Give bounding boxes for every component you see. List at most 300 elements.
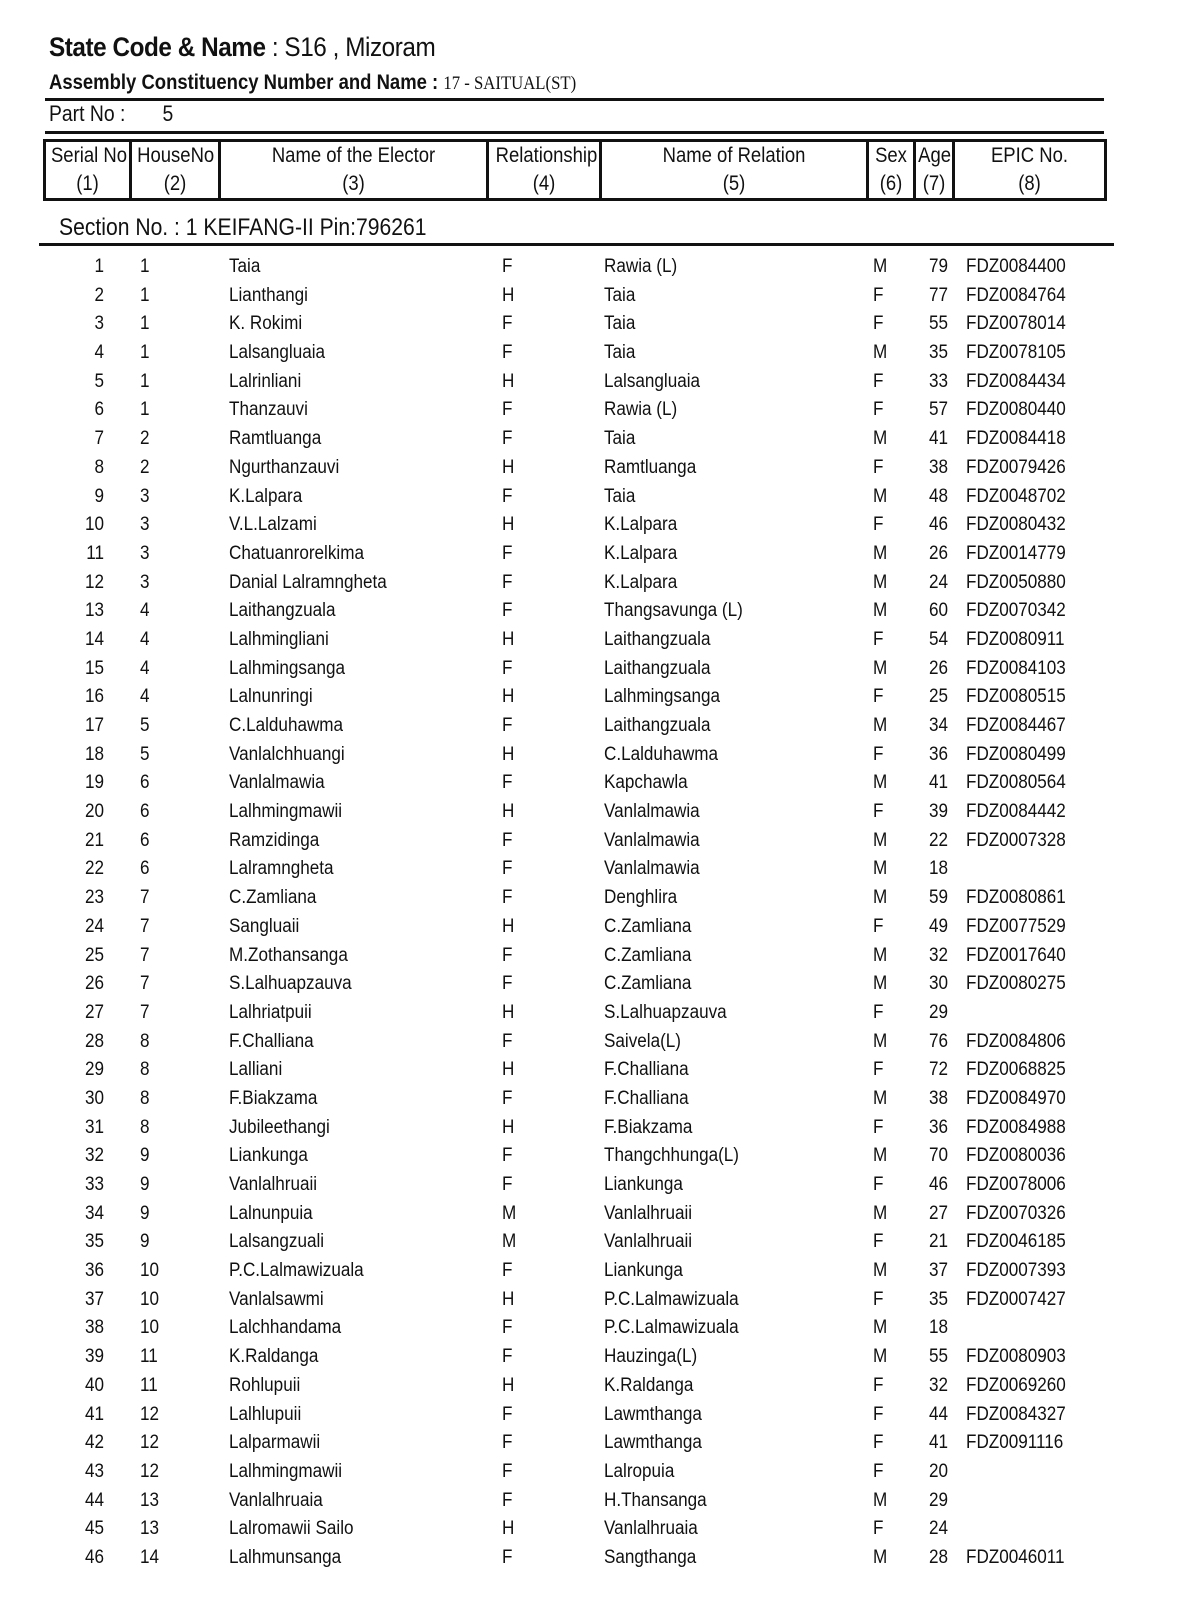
epic-number: FDZ0084764 — [966, 284, 1066, 306]
sex: M — [873, 1260, 888, 1282]
serial-number: 38 — [84, 1317, 104, 1339]
table-row — [0, 942, 1189, 971]
sex: F — [873, 313, 884, 335]
elector-name: S.Lalhuapzauva — [229, 973, 352, 995]
elector-name: Lalrinliani — [229, 370, 302, 392]
relationship-type: F — [502, 657, 513, 679]
table-row — [0, 1458, 1189, 1487]
table-row — [0, 1343, 1189, 1372]
age: 32 — [929, 1374, 949, 1396]
elector-name: Lalparmawii — [229, 1432, 321, 1454]
sex: M — [873, 571, 888, 593]
elector-name: Sangluaii — [229, 915, 300, 937]
sex: M — [873, 1145, 888, 1167]
age: 41 — [929, 428, 949, 450]
sex: F — [873, 1403, 884, 1425]
house-number: 6 — [140, 801, 150, 823]
relation-name: Liankunga — [604, 1260, 683, 1282]
epic-number: FDZ0079426 — [966, 456, 1066, 478]
table-row — [0, 396, 1189, 425]
age: 34 — [929, 715, 949, 736]
elector-name: Lalhmunsanga — [229, 1546, 342, 1568]
epic-number: FDZ0070326 — [966, 1202, 1066, 1224]
serial-number: 6 — [94, 399, 104, 421]
epic-number: FDZ0091116 — [966, 1432, 1064, 1454]
relation-name: K.Lalpara — [604, 571, 678, 593]
relationship-type: H — [502, 1518, 515, 1540]
age: 46 — [929, 1174, 949, 1195]
serial-number: 1 — [94, 256, 104, 277]
serial-number: 35 — [84, 1231, 104, 1253]
relation-name: Laithangzuala — [604, 715, 711, 736]
relationship-type: H — [502, 628, 515, 650]
elector-name: Rohlupuii — [229, 1374, 301, 1396]
age: 20 — [929, 1460, 949, 1482]
elector-name: Taia — [229, 256, 261, 277]
relation-name: Vanlalhruaia — [604, 1518, 698, 1540]
age: 49 — [929, 915, 949, 937]
epic-number: FDZ0080440 — [966, 399, 1066, 421]
age: 48 — [929, 485, 949, 507]
table-row — [0, 569, 1189, 598]
sex: M — [873, 657, 888, 679]
table-row — [0, 282, 1189, 311]
relationship-type: F — [502, 399, 513, 421]
relation-name: Vanlalmawia — [604, 801, 700, 823]
sex: F — [873, 1059, 884, 1081]
epic-number: FDZ0069260 — [966, 1374, 1066, 1396]
divider-top — [45, 98, 1104, 101]
sex: F — [873, 370, 884, 392]
house-number: 11 — [140, 1346, 158, 1368]
serial-number: 7 — [94, 428, 104, 450]
house-number: 4 — [140, 686, 150, 708]
age: 79 — [929, 256, 949, 277]
relation-name: K.Lalpara — [604, 542, 678, 564]
age: 39 — [929, 801, 949, 823]
age: 29 — [929, 1489, 949, 1511]
serial-number: 5 — [94, 370, 104, 392]
house-number: 4 — [140, 600, 150, 622]
elector-name: Vanlalsawmi — [229, 1288, 324, 1310]
elector-name: C.Zamliana — [229, 887, 317, 909]
sex: M — [873, 715, 888, 736]
elector-name: K. Rokimi — [229, 313, 303, 335]
elector-name: Ramtluanga — [229, 428, 322, 450]
serial-number: 29 — [84, 1059, 104, 1081]
table-row — [0, 1314, 1189, 1343]
relation-name: Vanlalmawia — [604, 829, 700, 851]
house-number: 1 — [140, 370, 150, 392]
house-number: 4 — [140, 628, 150, 650]
epic-number: FDZ0007393 — [966, 1260, 1066, 1282]
relationship-type: H — [502, 284, 515, 306]
divider-part — [45, 131, 1104, 134]
relationship-type: F — [502, 1145, 513, 1167]
serial-number: 24 — [84, 915, 104, 937]
relation-name: Lawmthanga — [604, 1403, 702, 1425]
sex: F — [873, 801, 884, 823]
relationship-type: F — [502, 973, 513, 995]
sex: M — [873, 1087, 888, 1109]
sex: F — [873, 1116, 884, 1138]
relationship-type: F — [502, 1260, 513, 1282]
table-row — [0, 1200, 1189, 1229]
age: 72 — [929, 1059, 949, 1081]
elector-name: Vanlalhruaia — [229, 1489, 323, 1511]
age: 26 — [929, 542, 949, 564]
house-number: 3 — [140, 514, 150, 536]
serial-number: 10 — [84, 514, 104, 536]
elector-name: Danial Lalramngheta — [229, 571, 387, 593]
table-row — [0, 913, 1189, 942]
sex: F — [873, 514, 884, 536]
relation-name: Taia — [604, 313, 636, 335]
epic-number: FDZ0084434 — [966, 370, 1066, 392]
table-row — [0, 683, 1189, 712]
sex: F — [873, 284, 884, 306]
relation-name: S.Lalhuapzauva — [604, 1001, 727, 1023]
epic-number: FDZ0084418 — [966, 428, 1066, 450]
age: 70 — [929, 1145, 949, 1167]
relationship-type: F — [502, 600, 513, 622]
relation-name: C.Lalduhawma — [604, 743, 719, 765]
age: 18 — [929, 1317, 949, 1339]
age: 18 — [929, 858, 949, 880]
house-number: 13 — [140, 1489, 160, 1511]
serial-number: 2 — [94, 284, 104, 306]
elector-name: Lalhlupuii — [229, 1403, 302, 1425]
epic-number: FDZ0084103 — [966, 657, 1066, 679]
house-number: 8 — [140, 1087, 150, 1109]
elector-name: Lianthangi — [229, 284, 308, 306]
table-row — [0, 655, 1189, 684]
serial-number: 44 — [84, 1489, 104, 1511]
section-heading: Section No. : 1 KEIFANG-II Pin:796261 — [59, 214, 427, 241]
age: 35 — [929, 1288, 949, 1310]
serial-number: 20 — [84, 801, 104, 823]
epic-number: FDZ0078006 — [966, 1174, 1066, 1195]
sex: F — [873, 1288, 884, 1310]
sex: M — [873, 858, 888, 880]
constituency-label: Assembly Constituency Number and Name : — [49, 71, 439, 94]
serial-number: 42 — [84, 1432, 104, 1454]
serial-number: 33 — [84, 1174, 104, 1195]
relation-name: C.Zamliana — [604, 973, 692, 995]
table-row — [0, 884, 1189, 913]
elector-name: Thanzauvi — [229, 399, 308, 421]
house-number: 2 — [140, 456, 150, 478]
elector-name: Laithangzuala — [229, 600, 336, 622]
age: 36 — [929, 743, 949, 765]
house-number: 3 — [140, 485, 150, 507]
house-number: 7 — [140, 887, 150, 909]
relationship-type: M — [502, 1202, 517, 1224]
serial-number: 9 — [94, 485, 104, 507]
serial-number: 8 — [94, 456, 104, 478]
table-row — [0, 1515, 1189, 1544]
table-row — [0, 798, 1189, 827]
elector-name: Lalsangluaia — [229, 342, 326, 364]
age: 54 — [929, 628, 949, 650]
epic-number: FDZ0080564 — [966, 772, 1066, 794]
elector-name: Vanlalhruaii — [229, 1174, 318, 1195]
table-row — [0, 626, 1189, 655]
epic-number: FDZ0080861 — [966, 887, 1066, 909]
table-row — [0, 1544, 1189, 1573]
elector-name: Lalhmingmawii — [229, 801, 343, 823]
elector-name: Ramzidinga — [229, 829, 320, 851]
relationship-type: H — [502, 1059, 515, 1081]
relationship-type: F — [502, 428, 513, 450]
table-row — [0, 425, 1189, 454]
relation-name: Kapchawla — [604, 772, 688, 794]
age: 24 — [929, 571, 949, 593]
sex: M — [873, 772, 888, 794]
relation-name: C.Zamliana — [604, 915, 692, 937]
serial-number: 4 — [94, 342, 104, 364]
column-header-sex: Sex (6) — [869, 139, 916, 201]
epic-number: FDZ0050880 — [966, 571, 1066, 593]
serial-number: 36 — [84, 1260, 104, 1282]
house-number: 7 — [140, 915, 150, 937]
sex: M — [873, 542, 888, 564]
serial-number: 13 — [84, 600, 104, 622]
column-header-elector-name: Name of the Elector (3) — [221, 139, 489, 201]
relation-name: Saivela(L) — [604, 1030, 681, 1052]
sex: F — [873, 456, 884, 478]
relationship-type: F — [502, 772, 513, 794]
house-number: 1 — [140, 399, 150, 421]
relationship-type: H — [502, 1288, 515, 1310]
table-row — [0, 597, 1189, 626]
table-row — [0, 540, 1189, 569]
sex: M — [873, 485, 888, 507]
serial-number: 22 — [84, 858, 104, 880]
house-number: 10 — [140, 1260, 160, 1282]
epic-number: FDZ0078014 — [966, 313, 1066, 335]
epic-number: FDZ0084327 — [966, 1403, 1066, 1425]
elector-name: F.Biakzama — [229, 1087, 318, 1109]
serial-number: 43 — [84, 1460, 104, 1482]
column-header-relation-name: Name of Relation (5) — [602, 139, 869, 201]
age: 26 — [929, 657, 949, 679]
relation-name: Laithangzuala — [604, 657, 711, 679]
relationship-type: F — [502, 1489, 513, 1511]
elector-name: Lalsangzuali — [229, 1231, 325, 1253]
relation-name: Rawia (L) — [604, 399, 678, 421]
relationship-type: H — [502, 915, 515, 937]
relationship-type: F — [502, 1087, 513, 1109]
elector-name: F.Challiana — [229, 1030, 314, 1052]
table-row — [0, 1228, 1189, 1257]
elector-name: Jubileethangi — [229, 1116, 330, 1138]
relationship-type: F — [502, 944, 513, 966]
sex: M — [873, 1489, 888, 1511]
sex: F — [873, 1001, 884, 1023]
sex: M — [873, 1202, 888, 1224]
age: 36 — [929, 1116, 949, 1138]
relation-name: P.C.Lalmawizuala — [604, 1288, 739, 1310]
relation-name: Lawmthanga — [604, 1432, 702, 1454]
epic-number: FDZ0084988 — [966, 1116, 1066, 1138]
age: 57 — [929, 399, 949, 421]
table-row — [0, 1429, 1189, 1458]
serial-number: 23 — [84, 887, 104, 909]
table-row — [0, 1286, 1189, 1315]
house-number: 1 — [140, 342, 150, 364]
elector-name: M.Zothansanga — [229, 944, 348, 966]
age: 29 — [929, 1001, 949, 1023]
relationship-type: M — [502, 1231, 517, 1253]
house-number: 4 — [140, 657, 150, 679]
part-number — [49, 101, 173, 127]
age: 24 — [929, 1518, 949, 1540]
table-row — [0, 970, 1189, 999]
relation-name: Taia — [604, 428, 636, 450]
house-number: 7 — [140, 1001, 150, 1023]
age: 32 — [929, 944, 949, 966]
relation-name: F.Challiana — [604, 1087, 689, 1109]
relation-name: C.Zamliana — [604, 944, 692, 966]
relationship-type: F — [502, 342, 513, 364]
table-row — [0, 741, 1189, 770]
table-row — [0, 855, 1189, 884]
table-row — [0, 1257, 1189, 1286]
sex: F — [873, 628, 884, 650]
elector-name: Lalnunpuia — [229, 1202, 313, 1224]
elector-name: Liankunga — [229, 1145, 308, 1167]
house-number: 12 — [140, 1460, 160, 1482]
elector-name: Lalramngheta — [229, 858, 334, 880]
age: 25 — [929, 686, 949, 708]
elector-name: P.C.Lalmawizuala — [229, 1260, 364, 1282]
relationship-type: F — [502, 1460, 513, 1482]
house-number: 12 — [140, 1403, 160, 1425]
serial-number: 21 — [84, 829, 104, 851]
relationship-type: H — [502, 743, 515, 765]
house-number: 8 — [140, 1116, 150, 1138]
epic-number: FDZ0084806 — [966, 1030, 1066, 1052]
table-row — [0, 1142, 1189, 1171]
serial-number: 26 — [84, 973, 104, 995]
table-row — [0, 1085, 1189, 1114]
house-number: 12 — [140, 1432, 160, 1454]
age: 77 — [929, 284, 949, 306]
epic-number: FDZ0084970 — [966, 1087, 1066, 1109]
elector-name: Lalchhandama — [229, 1317, 342, 1339]
house-number: 1 — [140, 284, 150, 306]
table-row — [0, 1487, 1189, 1516]
house-number: 5 — [140, 743, 150, 765]
table-row — [0, 368, 1189, 397]
house-number: 8 — [140, 1030, 150, 1052]
sex: M — [873, 1317, 888, 1339]
relation-name: P.C.Lalmawizuala — [604, 1317, 739, 1339]
epic-number: FDZ0046011 — [966, 1546, 1065, 1568]
relationship-type: H — [502, 686, 515, 708]
age: 28 — [929, 1546, 949, 1568]
relationship-type: F — [502, 1546, 513, 1568]
table-row — [0, 999, 1189, 1028]
table-row — [0, 483, 1189, 512]
serial-number: 25 — [84, 944, 104, 966]
age: 76 — [929, 1030, 949, 1052]
serial-number: 3 — [94, 313, 104, 335]
relationship-type: F — [502, 1346, 513, 1368]
table-row — [0, 454, 1189, 483]
house-number: 6 — [140, 772, 150, 794]
relation-name: Vanlalhruaii — [604, 1202, 693, 1224]
serial-number: 37 — [84, 1288, 104, 1310]
relationship-type: H — [502, 1374, 515, 1396]
relation-name: Sangthanga — [604, 1546, 697, 1568]
sex: M — [873, 829, 888, 851]
house-number: 1 — [140, 256, 150, 277]
elector-name: Lalromawii Sailo — [229, 1518, 354, 1540]
epic-number: FDZ0007328 — [966, 829, 1066, 851]
epic-number: FDZ0048702 — [966, 485, 1066, 507]
age: 59 — [929, 887, 949, 909]
relationship-type: F — [502, 1432, 513, 1454]
serial-number: 18 — [84, 743, 104, 765]
serial-number: 15 — [84, 657, 104, 679]
constituency-value: 17 - SAITUAL(ST) — [443, 73, 577, 94]
relation-name: Lalhmingsanga — [604, 686, 720, 708]
sex: M — [873, 1346, 888, 1368]
epic-number: FDZ0080036 — [966, 1145, 1066, 1167]
elector-name: Lalnunringi — [229, 686, 313, 708]
serial-number: 27 — [84, 1001, 104, 1023]
serial-number: 46 — [84, 1546, 104, 1568]
elector-name: Lalhmingliani — [229, 628, 329, 650]
age: 27 — [929, 1202, 949, 1224]
sex: M — [873, 256, 888, 277]
sex: M — [873, 944, 888, 966]
sex: M — [873, 1546, 888, 1568]
relation-name: H.Thansanga — [604, 1489, 707, 1511]
table-row — [0, 310, 1189, 339]
serial-number: 41 — [84, 1403, 104, 1425]
column-header-house: HouseNo (2) — [132, 139, 221, 201]
house-number: 5 — [140, 715, 150, 736]
table-row — [0, 511, 1189, 540]
epic-number: FDZ0080275 — [966, 973, 1066, 995]
relation-name: Taia — [604, 485, 636, 507]
table-row — [0, 712, 1189, 741]
table-row — [0, 1171, 1189, 1200]
epic-number: FDZ0007427 — [966, 1288, 1066, 1310]
column-header-serial: Serial No (1) — [43, 139, 132, 201]
relationship-type: F — [502, 858, 513, 880]
elector-name: Vanlalmawia — [229, 772, 325, 794]
relationship-type: F — [502, 485, 513, 507]
epic-number: FDZ0014779 — [966, 542, 1066, 564]
elector-table-body — [0, 253, 1189, 1573]
house-number: 3 — [140, 542, 150, 564]
sex: M — [873, 973, 888, 995]
relation-name: Denghlira — [604, 887, 678, 909]
house-number: 14 — [140, 1546, 160, 1568]
relationship-type: H — [502, 456, 515, 478]
relationship-type: F — [502, 313, 513, 335]
house-number: 6 — [140, 858, 150, 880]
age: 21 — [929, 1231, 949, 1253]
state-value: : S16 , Mizoram — [271, 32, 436, 62]
house-number: 6 — [140, 829, 150, 851]
elector-name: K.Raldanga — [229, 1346, 319, 1368]
serial-number: 30 — [84, 1087, 104, 1109]
